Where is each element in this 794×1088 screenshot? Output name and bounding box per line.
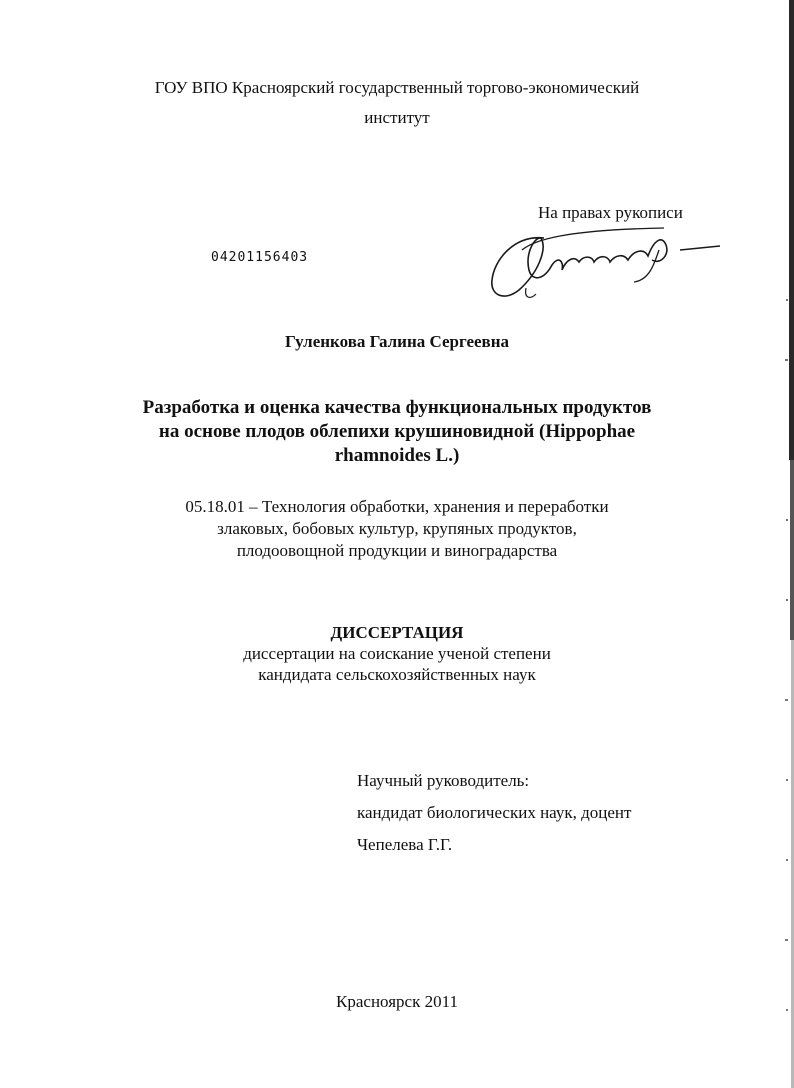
- degree-line-2: кандидата сельскохозяйственных наук: [258, 665, 536, 684]
- archive-code: 04201156403: [211, 250, 309, 265]
- thesis-title-line-3: rhamnoides L.): [334, 445, 460, 466]
- specialty-line-1: 05.18.01 – Технология обработки, хранения и переработки: [185, 497, 609, 516]
- signature-image: [484, 210, 734, 310]
- thesis-title-line-1: Разработка и оценка качества функциональных продуктов: [142, 397, 652, 418]
- scan-edge-artifact: [780, 0, 794, 1088]
- institution-line-1: ГОУ ВПО Красноярский государственный торгово-экономический: [154, 78, 640, 97]
- institution-line-2: институт: [364, 108, 430, 127]
- specialty-line-2: злаковых, бобовых культур, крупяных продуктов,: [217, 519, 577, 538]
- supervisor-title: кандидат биологических наук, доцент: [357, 803, 632, 822]
- degree-line-1: диссертации на соискание ученой степени: [243, 644, 551, 663]
- city-year: Красноярск 2011: [336, 992, 458, 1011]
- thesis-title-line-2: на основе плодов облепихи крушиновидной (Hippophae: [158, 421, 636, 442]
- supervisor-label: Научный руководитель:: [357, 771, 530, 790]
- manuscript-note: На правах рукописи: [538, 203, 683, 222]
- document-type: ДИССЕРТАЦИЯ: [330, 623, 464, 642]
- specialty-line-3: плодоовощной продукции и виноградарства: [236, 541, 558, 560]
- author-name: Гуленкова Галина Сергеевна: [284, 332, 510, 351]
- supervisor-name: Чепелева Г.Г.: [357, 835, 453, 854]
